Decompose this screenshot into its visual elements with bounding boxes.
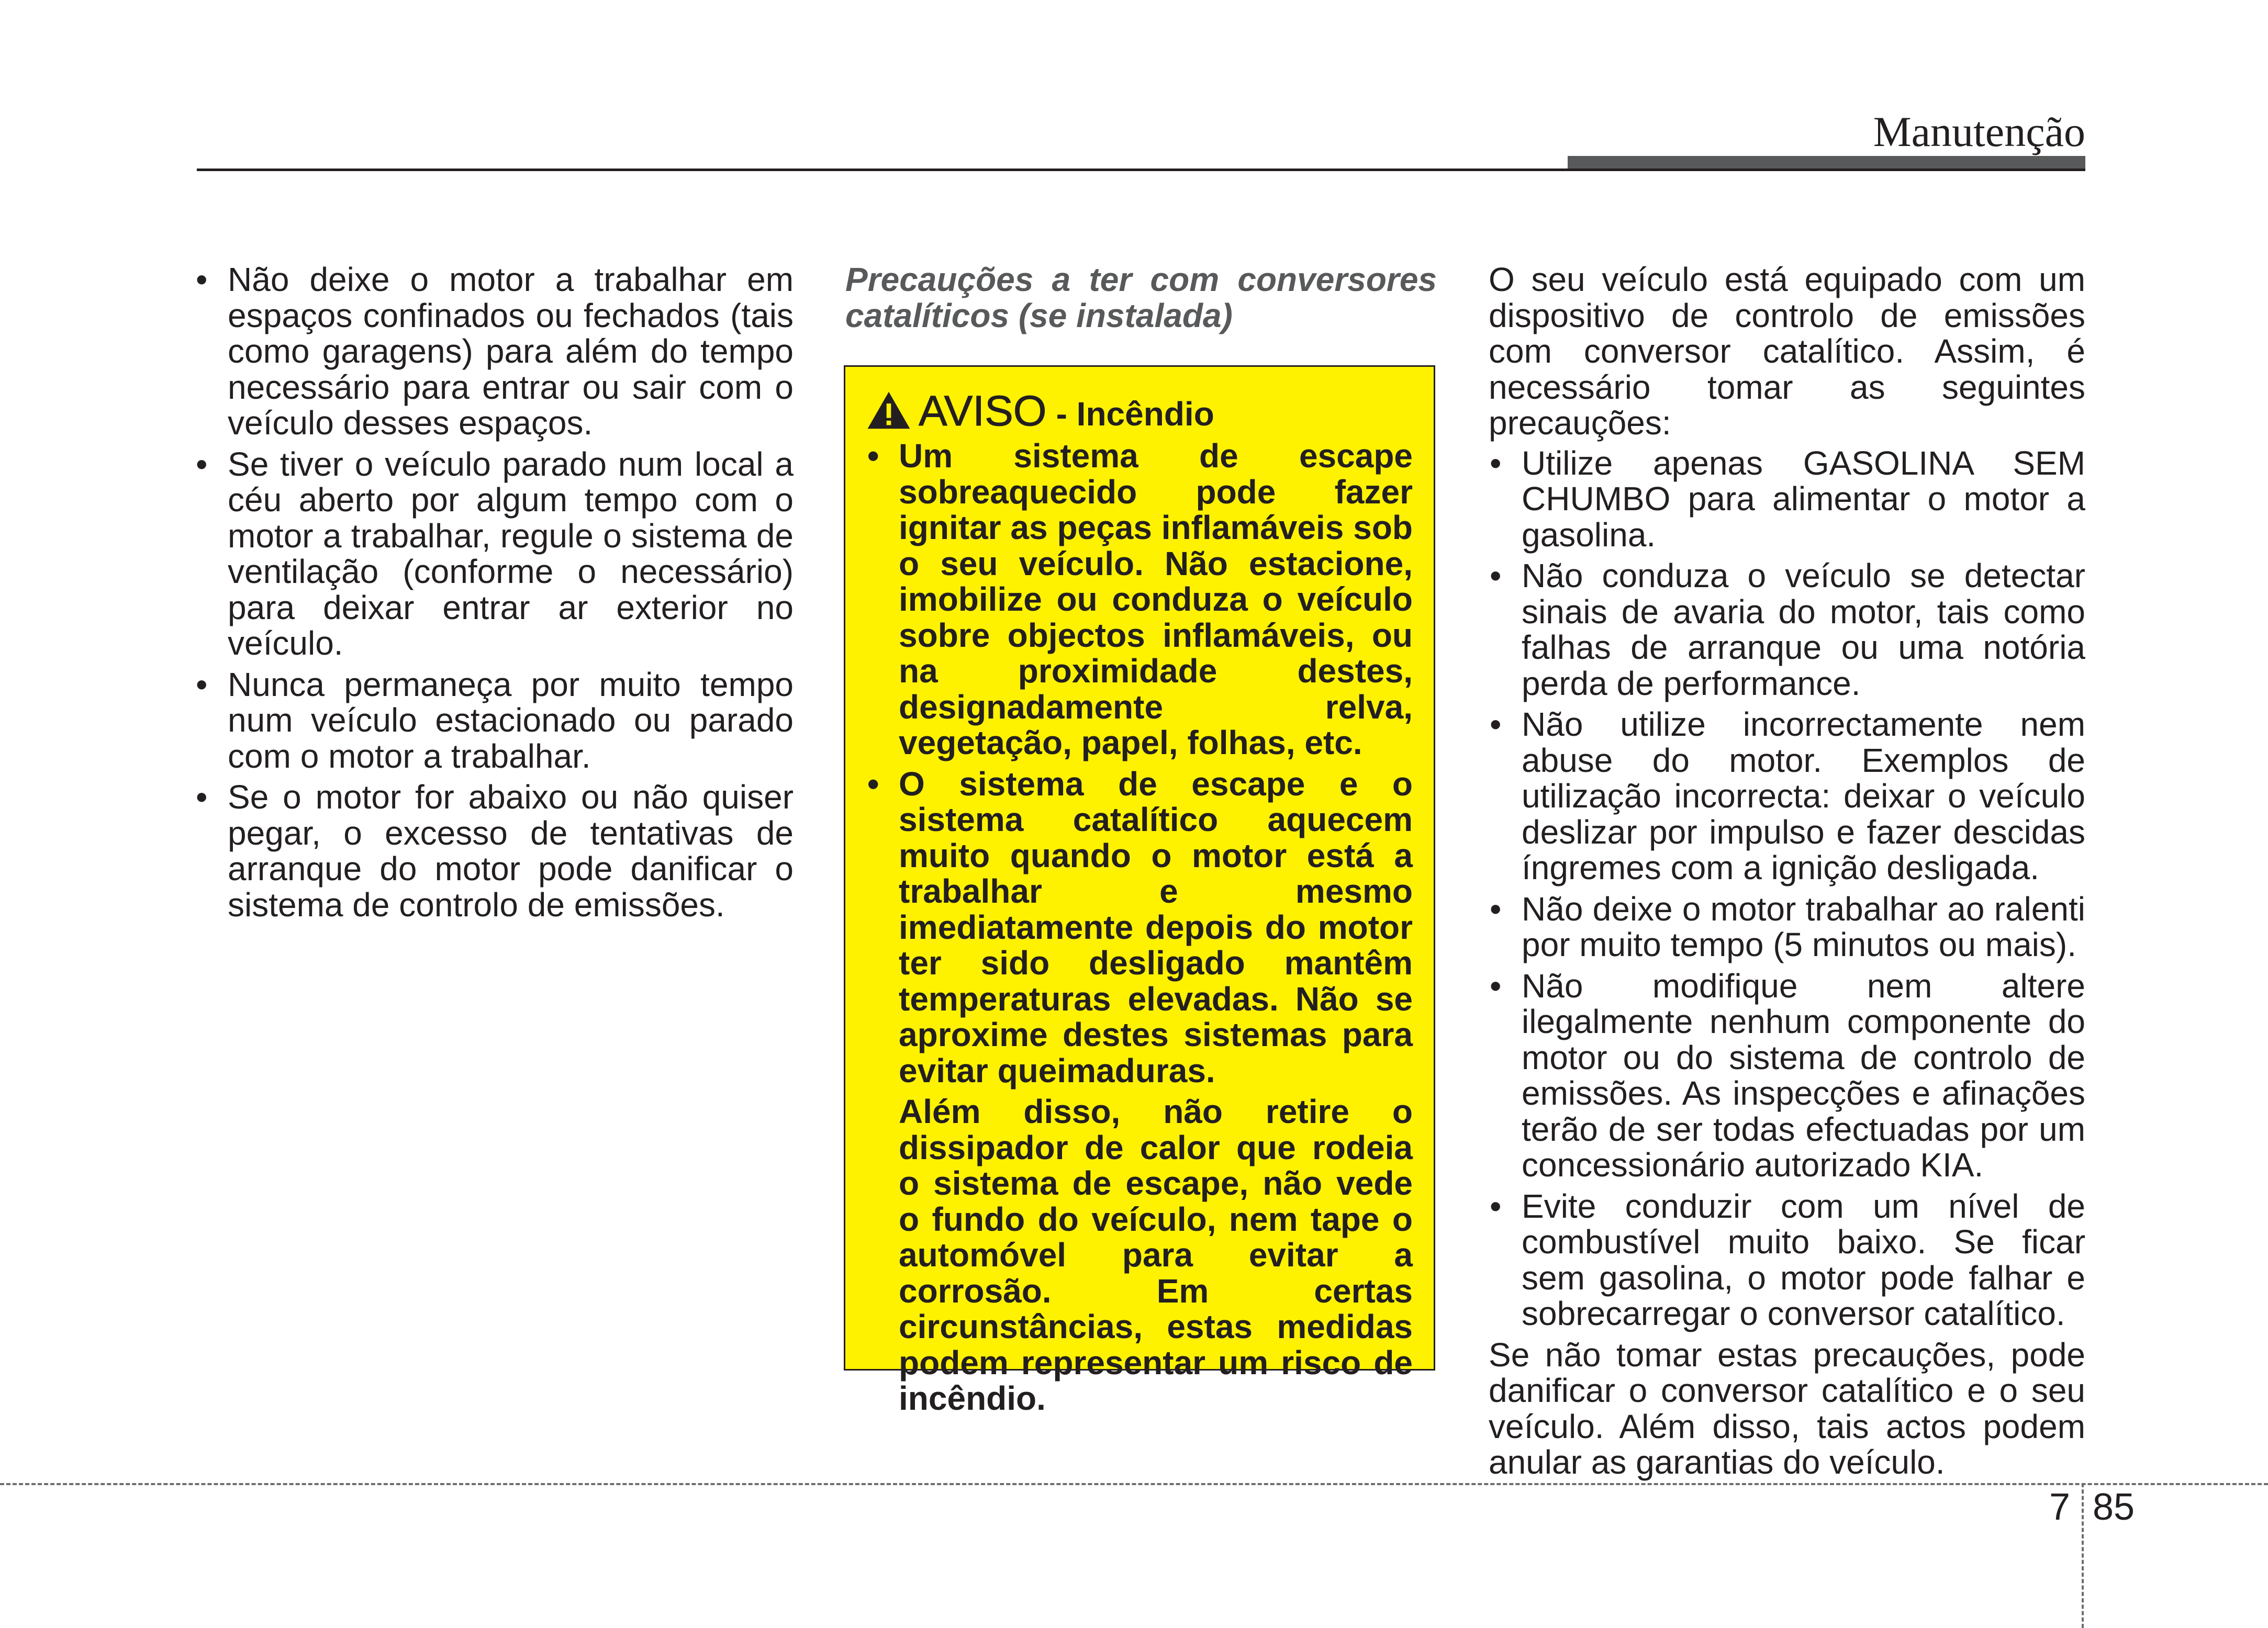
chapter-number: 7 (2049, 1486, 2071, 1528)
list-item: • Se o motor for abaixo ou não quiser pegar, o excesso de tentativas de arranque do motor pode danificar o sistema de controlo de emissões. (195, 779, 794, 923)
left-bullet-list (195, 262, 794, 923)
warning-continuation: Além disso, não retire o dissipador de calor que rodeia o sistema de escape, não vede o fundo do veículo, nem tape o automóvel para evitar a corrosão. Em certas circunstâncias, estas medidas podem representar um risco de incêndio. (899, 1093, 1413, 1417)
list-item: • Não deixe o motor a trabalhar em espaços confinados ou fechados (tais como garagens) para além do tempo necessário para entrar ou sair com o veículo desses espaços. (195, 262, 794, 441)
right-bullet-list (1489, 445, 2085, 1332)
page-title: Manutenção (1873, 108, 2085, 155)
list-item: • Não utilize incorrectamente nem abuse do motor. Exemplos de utilização incorrecta: deixar o veículo deslizar por impulso e fazer descidas íngremes com a ignição desligada. (1489, 706, 2085, 886)
warning-bullet-list (866, 438, 1413, 1417)
warning-bullet-text: O sistema de escape e o sistema catalítico aquecem muito quando o motor está a trabalhar e mesmo imediatamente depois do motor ter sido desligado mantêm temperaturas elevadas. Não se aproxime destes sistemas para evitar queimaduras. (899, 765, 1413, 1090)
list-item: • Utilize apenas GASOLINA SEM CHUMBO para alimentar o motor a gasolina. (1489, 445, 2085, 553)
page-number: 85 (2093, 1486, 2135, 1528)
list-item: • Não deixe o motor trabalhar ao ralenti por muito tempo (5 minutos ou mais). (1489, 891, 2085, 963)
list-item: • Se tiver o veículo parado num local a céu aberto por algum tempo com o motor a trabalhar, regule o sistema de ventilação (conforme o necessário) para deixar entrar ar exterior no veículo. (195, 446, 794, 661)
list-item: • Não conduza o veículo se detectar sinais de avaria do motor, tais como falhas de arranque ou uma notória perda de performance. (1489, 558, 2085, 701)
warning-topic: - Incêndio (1056, 395, 1214, 433)
warning-box (844, 365, 1435, 1417)
list-item: • Um sistema de escape sobreaquecido pode fazer ignitar as peças inflamáveis sob o seu veículo. Não estacione, imobilize ou conduza o veículo sobre objectos inflamáveis, ou na proximidade destes, designadamente relva, vegetação, papel, folhas, etc. (866, 438, 1413, 761)
closing-paragraph: Se não tomar estas precauções, pode danificar o conversor catalítico e o seu veículo. Além disso, tais actos podem anular as garantias do veículo. (1489, 1335, 2085, 1481)
right-column (1489, 262, 2085, 1480)
warning-triangle-icon (866, 390, 911, 431)
footer-dashed-rule (0, 1483, 2268, 1485)
header-rule (197, 169, 2085, 171)
middle-column (845, 262, 1437, 333)
intro-paragraph: O seu veículo está equipado com um dispositivo de controlo de emissões com conversor catalítico. Assim, é necessário tomar as seguintes precauções: (1489, 261, 2085, 442)
list-item: • Nunca permaneça por muito tempo num veículo estacionado ou parado com o motor a trabalhar. (195, 667, 794, 774)
warning-header (866, 388, 1413, 435)
list-item: • Não modifique nem altere ilegalmente nenhum componente do motor ou do sistema de controlo de emissões. As inspecções e afinações terão de ser todas efectuadas por um concessionário autorizado KIA. (1489, 968, 2085, 1183)
warning-label: AVISO (919, 387, 1047, 435)
section-subheading: Precauções a ter com conversores catalíticos (se instalada) (845, 261, 1437, 334)
left-column (195, 262, 794, 928)
list-item: • Evite conduzir com um nível de combustível muito baixo. Se ficar sem gasolina, o motor pode falhar e sobrecarregar o conversor catalítico. (1489, 1188, 2085, 1332)
footer-dashed-divider (2082, 1483, 2084, 1628)
list-item (866, 766, 1413, 1417)
